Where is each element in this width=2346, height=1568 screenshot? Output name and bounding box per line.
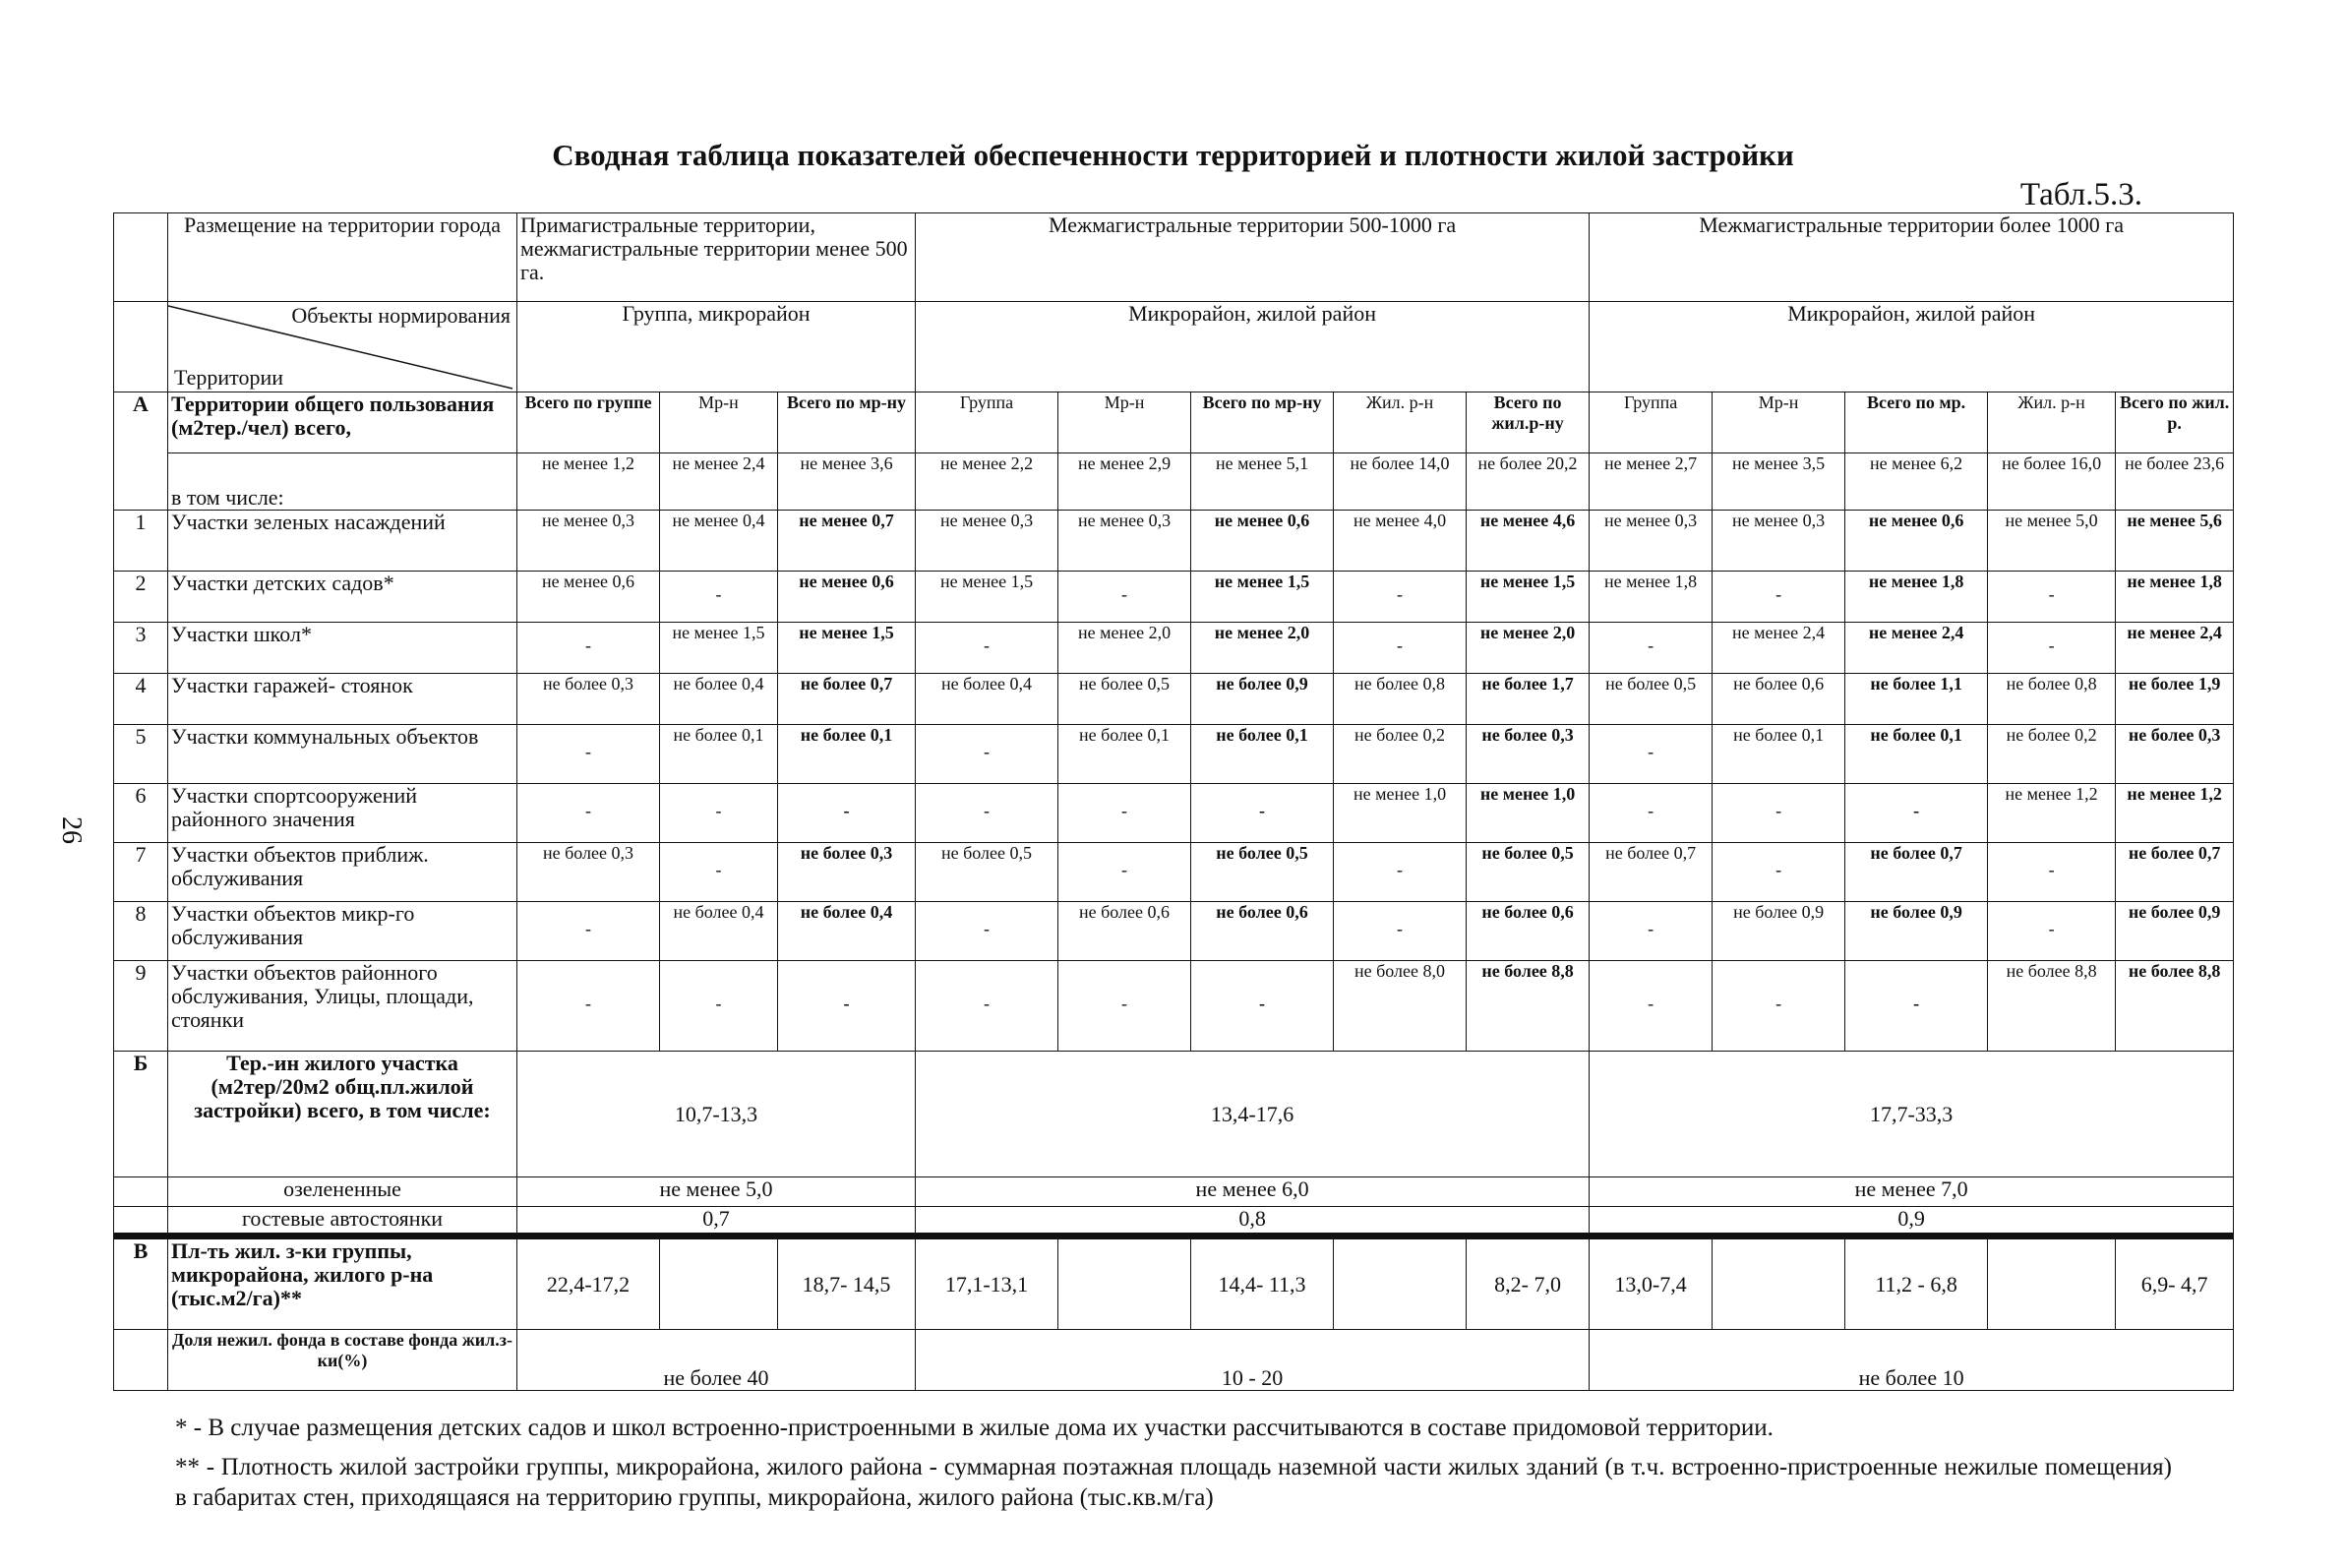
section-a-total-cell: не менее 2,9 [1058, 453, 1191, 511]
table-cell: не менее 1,5 [660, 623, 778, 674]
table-cell: не менее 2,4 [1845, 623, 1988, 674]
table-cell: не менее 0,4 [660, 511, 778, 572]
column-header: Жил. р-н [1988, 392, 2116, 453]
section-a-sublabel: в том числе: [168, 453, 517, 511]
section-a-letter: А [114, 392, 168, 511]
diagonal-header-cell [168, 302, 517, 392]
table-cell: не менее 1,8 [1845, 572, 1988, 623]
nonres-label: Доля нежил. фонда в составе фонда жил.з-ки(%) [168, 1330, 517, 1391]
table-cell: - [517, 784, 660, 843]
table-cell: - [916, 902, 1058, 961]
table-cell: не более 8,8 [2116, 961, 2234, 1052]
green-label: озелененные [168, 1177, 517, 1207]
table-cell: - [1334, 843, 1467, 902]
section-a-total-cell: не менее 3,5 [1713, 453, 1845, 511]
table-cell: не менее 4,6 [1467, 511, 1590, 572]
table-cell: не менее 2,0 [1058, 623, 1191, 674]
column-header: Жил. р-н [1334, 392, 1467, 453]
row-label: Участки объектов районного обслуживания, Улицы, площади, стоянки [168, 961, 517, 1052]
blank-cell [114, 1177, 168, 1207]
table-cell: не более 0,9 [1713, 902, 1845, 961]
table-cell: не более 0,4 [660, 902, 778, 961]
table-cell: не менее 0,3 [517, 511, 660, 572]
table-cell: не более 0,1 [660, 725, 778, 784]
table-cell: не более 0,3 [517, 843, 660, 902]
row-label: Участки школ* [168, 623, 517, 674]
section-a-total-cell: не более 16,0 [1988, 453, 2116, 511]
column-header: Всего по мр-ну [1191, 392, 1334, 453]
section-a-total-cell: не более 23,6 [2116, 453, 2234, 511]
row-number: 9 [114, 961, 168, 1052]
column-header: Мр-н [1058, 392, 1191, 453]
table-cell: - [1845, 784, 1988, 843]
sub2-header: Микрорайон, жилой район [916, 302, 1590, 392]
page-title: Сводная таблица показателей обеспеченности территорией и плотности жилой застройки [552, 138, 1794, 172]
table-cell: не менее 1,5 [778, 623, 916, 674]
table-cell: - [517, 725, 660, 784]
table-cell: не менее 2,4 [2116, 623, 2234, 674]
table-cell: - [1191, 961, 1334, 1052]
table-cell: не менее 4,0 [1334, 511, 1467, 572]
corner-cell [114, 302, 168, 392]
table-cell: не более 0,8 [1988, 674, 2116, 725]
table-cell: - [660, 961, 778, 1052]
density-cell [1334, 1236, 1467, 1330]
parking-value: 0,7 [517, 1207, 916, 1236]
table-cell: не более 0,7 [1845, 843, 1988, 902]
table-cell: не более 0,9 [2116, 902, 2234, 961]
table-cell: - [1058, 784, 1191, 843]
table-cell: не более 0,5 [1467, 843, 1590, 902]
row-number: 3 [114, 623, 168, 674]
table-cell: не менее 0,3 [1713, 511, 1845, 572]
nonres-value: не более 40 [517, 1330, 916, 1391]
table-cell: - [916, 725, 1058, 784]
table-cell: не более 0,1 [1058, 725, 1191, 784]
section-a-total-cell: не более 20,2 [1467, 453, 1590, 511]
page-number: 26 [56, 816, 87, 844]
column-header: Мр-н [1713, 392, 1845, 453]
table-cell: не менее 0,3 [1058, 511, 1191, 572]
column-header: Всего по группе [517, 392, 660, 453]
row-number: 1 [114, 511, 168, 572]
section-b-label: Тер.-ин жилого участка (м2тер/20м2 общ.пл.жилой застройки) всего, в том числе: [168, 1052, 517, 1177]
density-cell [1058, 1236, 1191, 1330]
row-number: 5 [114, 725, 168, 784]
section-a-total-cell: не менее 2,4 [660, 453, 778, 511]
row-label: Участки гаражей- стоянок [168, 674, 517, 725]
green-value: не менее 5,0 [517, 1177, 916, 1207]
section-a-total-cell: не менее 3,6 [778, 453, 916, 511]
section-a-total-cell: не менее 2,7 [1590, 453, 1713, 511]
table-cell: не более 0,6 [1467, 902, 1590, 961]
table-cell: не более 1,1 [1845, 674, 1988, 725]
table-cell: не более 0,6 [1713, 674, 1845, 725]
table-cell: не более 8,8 [1988, 961, 2116, 1052]
density-cell [1713, 1236, 1845, 1330]
table-cell: - [1713, 961, 1845, 1052]
density-cell: 18,7- 14,5 [778, 1236, 916, 1330]
section-b-value: 17,7-33,3 [1590, 1052, 2234, 1177]
table-cell: не менее 1,2 [1988, 784, 2116, 843]
table-cell: - [1713, 572, 1845, 623]
table-cell: - [1191, 784, 1334, 843]
table-cell: не более 8,8 [1467, 961, 1590, 1052]
parking-value: 0,9 [1590, 1207, 2234, 1236]
row-label: Участки зеленых насаждений [168, 511, 517, 572]
table-cell: не более 0,5 [1191, 843, 1334, 902]
table-cell: не менее 1,5 [916, 572, 1058, 623]
zone3-header: Межмагистральные территории более 1000 га [1590, 213, 2234, 302]
table-cell: - [1988, 572, 2116, 623]
table-cell: - [778, 784, 916, 843]
column-header: Всего по жил. р. [2116, 392, 2234, 453]
table-cell: - [916, 784, 1058, 843]
section-b-letter: Б [114, 1052, 168, 1177]
row-number: 8 [114, 902, 168, 961]
section-a-total-cell: не менее 1,2 [517, 453, 660, 511]
table-cell: - [916, 961, 1058, 1052]
table-cell: не менее 1,0 [1334, 784, 1467, 843]
table-cell: - [1988, 902, 2116, 961]
column-header: Группа [1590, 392, 1713, 453]
column-header: Мр-н [660, 392, 778, 453]
table-cell: не менее 0,6 [1191, 511, 1334, 572]
row-number: 2 [114, 572, 168, 623]
column-header: Группа [916, 392, 1058, 453]
table-cell: не менее 1,5 [1467, 572, 1590, 623]
table-cell: - [1988, 843, 2116, 902]
table-cell: не менее 0,7 [778, 511, 916, 572]
table-cell: не более 0,5 [1590, 674, 1713, 725]
row-number: 7 [114, 843, 168, 902]
table-cell: - [660, 843, 778, 902]
table-cell: не менее 5,6 [2116, 511, 2234, 572]
table-cell: - [916, 623, 1058, 674]
density-cell: 11,2 - 6,8 [1845, 1236, 1988, 1330]
table-cell: не менее 1,5 [1191, 572, 1334, 623]
section-a-total-cell: не менее 5,1 [1191, 453, 1334, 511]
table-cell: не более 0,9 [1191, 674, 1334, 725]
table-cell: не более 0,3 [1467, 725, 1590, 784]
table-cell: не более 0,1 [1191, 725, 1334, 784]
zone2-header: Межмагистральные территории 500-1000 га [916, 213, 1590, 302]
green-value: не менее 7,0 [1590, 1177, 2234, 1207]
table-cell: - [517, 961, 660, 1052]
density-cell: 14,4- 11,3 [1191, 1236, 1334, 1330]
section-a-label: Территории общего пользования (м2тер./чел) всего, [168, 392, 517, 453]
density-cell: 22,4-17,2 [517, 1236, 660, 1330]
table-cell: не более 0,2 [1988, 725, 2116, 784]
section-v-label: Пл-ть жил. з-ки группы, микрорайона, жилого р-на (тыс.м2/га)** [168, 1236, 517, 1330]
column-header: Всего по мр. [1845, 392, 1988, 453]
table-cell: не более 0,7 [778, 674, 916, 725]
footnote-1: * - В случае размещения детских садов и школ встроенно-пристроенными в жилые дома их участки рассчитываются в составе придомовой территории. [175, 1415, 1774, 1441]
sub1-header: Группа, микрорайон [517, 302, 916, 392]
table-cell: не более 0,8 [1334, 674, 1467, 725]
nonres-value: не более 10 [1590, 1330, 2234, 1391]
table-cell: - [1590, 961, 1713, 1052]
sub3-header: Микрорайон, жилой район [1590, 302, 2234, 392]
summary-table [113, 212, 2234, 1391]
table-cell: - [778, 961, 916, 1052]
column-header: Всего по жил.р-ну [1467, 392, 1590, 453]
table-cell: не более 0,3 [517, 674, 660, 725]
table-cell: не более 0,9 [1845, 902, 1988, 961]
table-cell: - [1590, 902, 1713, 961]
table-cell: - [660, 784, 778, 843]
row-label: Участки объектов приближ. обслуживания [168, 843, 517, 902]
table-cell: не более 0,1 [1845, 725, 1988, 784]
table-cell: не более 1,7 [1467, 674, 1590, 725]
table-cell: не менее 2,0 [1467, 623, 1590, 674]
row-label: Участки объектов микр-го обслуживания [168, 902, 517, 961]
table-cell: не более 0,1 [778, 725, 916, 784]
objects-label: Объекты нормирования [291, 303, 511, 328]
density-cell [660, 1236, 778, 1330]
zone1-header: Примагистральные территории, межмагистральные территории менее 500 га. [517, 213, 916, 302]
table-cell: не более 8,0 [1334, 961, 1467, 1052]
table-cell: не более 0,2 [1334, 725, 1467, 784]
table-cell: не менее 2,0 [1191, 623, 1334, 674]
table-cell: не более 0,5 [1058, 674, 1191, 725]
placement-label: Размещение на территории города [168, 213, 517, 302]
table-cell: не менее 5,0 [1988, 511, 2116, 572]
table-cell: - [1713, 784, 1845, 843]
row-label: Участки коммунальных объектов [168, 725, 517, 784]
table-cell: не менее 0,6 [778, 572, 916, 623]
nonres-value: 10 - 20 [916, 1330, 1590, 1391]
row-label: Участки спортсооружений районного значения [168, 784, 517, 843]
section-b-value: 13,4-17,6 [916, 1052, 1590, 1177]
green-value: не менее 6,0 [916, 1177, 1590, 1207]
table-cell: - [660, 572, 778, 623]
row-number: 4 [114, 674, 168, 725]
table-cell: не более 1,9 [2116, 674, 2234, 725]
table-cell: - [1590, 725, 1713, 784]
table-cell: - [1988, 623, 2116, 674]
column-header: Всего по мр-ну [778, 392, 916, 453]
table-cell: не более 0,3 [778, 843, 916, 902]
parking-value: 0,8 [916, 1207, 1590, 1236]
table-cell: - [1713, 843, 1845, 902]
table-cell: - [1058, 572, 1191, 623]
section-a-total-cell: не менее 2,2 [916, 453, 1058, 511]
corner-cell [114, 213, 168, 302]
table-cell: - [517, 902, 660, 961]
blank-cell [114, 1330, 168, 1391]
table-cell: не менее 2,4 [1713, 623, 1845, 674]
table-cell: не более 0,3 [2116, 725, 2234, 784]
section-v-letter: В [114, 1236, 168, 1330]
row-label: Участки детских садов* [168, 572, 517, 623]
territories-label: Территории [174, 365, 284, 390]
density-cell: 8,2- 7,0 [1467, 1236, 1590, 1330]
section-a-total-cell: не более 14,0 [1334, 453, 1467, 511]
table-cell: - [1058, 843, 1191, 902]
table-cell: не более 0,4 [778, 902, 916, 961]
table-cell: - [1334, 572, 1467, 623]
table-cell: не более 0,7 [2116, 843, 2234, 902]
table-cell: не более 0,7 [1590, 843, 1713, 902]
table-cell: не менее 0,3 [916, 511, 1058, 572]
row-number: 6 [114, 784, 168, 843]
table-cell: не менее 1,2 [2116, 784, 2234, 843]
density-cell: 6,9- 4,7 [2116, 1236, 2234, 1330]
table-cell: не менее 1,0 [1467, 784, 1590, 843]
table-cell: не менее 1,8 [1590, 572, 1713, 623]
parking-label: гостевые автостоянки [168, 1207, 517, 1236]
table-cell: - [1058, 961, 1191, 1052]
table-cell: - [1334, 902, 1467, 961]
table-cell: не менее 0,6 [517, 572, 660, 623]
table-cell: не более 0,4 [660, 674, 778, 725]
table-number: Табл.5.3. [2019, 177, 2142, 212]
section-a-total-cell: не менее 6,2 [1845, 453, 1988, 511]
table-cell: не более 0,1 [1713, 725, 1845, 784]
density-cell: 13,0-7,4 [1590, 1236, 1713, 1330]
table-cell: не более 0,6 [1058, 902, 1191, 961]
table-cell: не более 0,6 [1191, 902, 1334, 961]
table-cell: не менее 0,6 [1845, 511, 1988, 572]
table-cell: не более 0,4 [916, 674, 1058, 725]
table-cell: не менее 1,8 [2116, 572, 2234, 623]
table-cell: - [1845, 961, 1988, 1052]
table-cell: не более 0,5 [916, 843, 1058, 902]
table-cell: - [1590, 784, 1713, 843]
table-cell: - [517, 623, 660, 674]
table-cell: - [1590, 623, 1713, 674]
footnote-2: ** - Плотность жилой застройки группы, микрорайона, жилого района - суммарная поэтажная площадь наземной части жилых зданий (в т.ч. встроенно-пристроенные нежилые помещения) в габаритах стен, приходящаяся на территорию группы, микрорайона, жилого района (тыс.кв.м/га) [175, 1454, 2172, 1511]
blank-cell [114, 1207, 168, 1236]
section-b-value: 10,7-13,3 [517, 1052, 916, 1177]
density-cell: 17,1-13,1 [916, 1236, 1058, 1330]
density-cell [1988, 1236, 2116, 1330]
table-cell: не менее 0,3 [1590, 511, 1713, 572]
table-cell: - [1334, 623, 1467, 674]
